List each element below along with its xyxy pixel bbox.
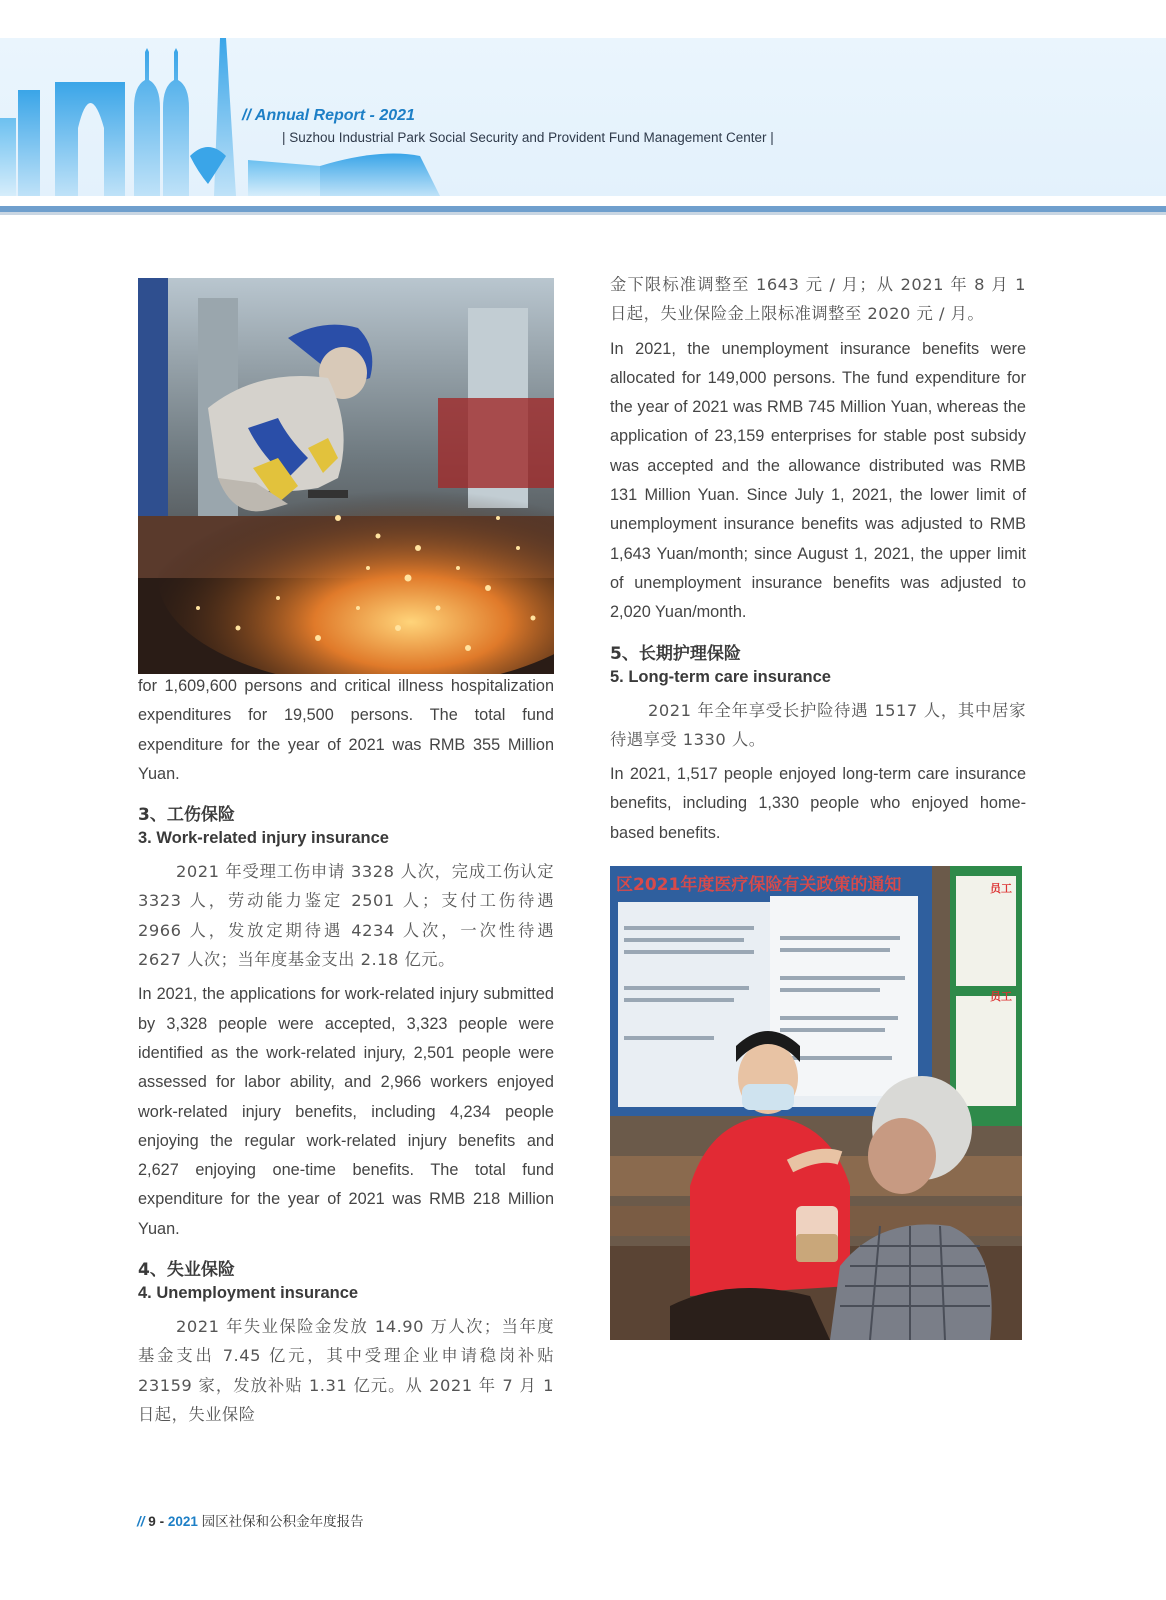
- page-header: [0, 38, 1166, 196]
- page-number: 9: [148, 1514, 156, 1529]
- section-4-heading-en: 4. Unemployment insurance: [138, 1284, 359, 1303]
- section-5-paragraph-en: In 2021, 1,517 people enjoyed long-term care insurance benefits, including 1,330 people who enjoyed home-based benefits.: [610, 765, 1026, 842]
- section-4-heading-zh: 4、失业保险: [138, 1260, 235, 1281]
- section-4-paragraph-zh-continued: 金下限标准调整至 1643 元 / 月；从 2021 年 8 月 1 日起，失业保险金上限标准调整至 2020 元 / 月。: [610, 275, 1026, 324]
- title-slashes: //: [242, 107, 251, 124]
- section-3-paragraph-en: In 2021, the applications for work-related injury submitted by 3,328 people were accepted, 3,323 people were identified as the work-related injury, 2,501 people were assessed for labor ability, and 2,966 workers enjoyed work-related injury benefits, including 4,234 people enjoying the regular work-related injury benefits and 2,627 enjoying one-time benefits. The total fund expenditure for the year of 2021 was RMB 218 Million Yuan.: [138, 985, 554, 1238]
- header-rule-shadow: [0, 212, 1166, 215]
- section-3-heading-zh: 3、工伤保险: [138, 805, 235, 826]
- section-5-paragraph-zh: 2021 年全年享受长护险待遇 1517 人，其中居家待遇享受 1330 人。: [610, 700, 1026, 749]
- footer-slashes: //: [137, 1514, 145, 1529]
- section-4-paragraph-zh: 2021 年失业保险金发放 14.90 万人次；当年度基金支出 7.45 亿元，其中受理企业申请稳岗补贴 23159 家，发放补贴 1.31 亿元。从 2021 年 7 月 1 日起，失业保险: [138, 1317, 554, 1424]
- title-text: Annual Report - 2021: [254, 107, 415, 124]
- footer-dash: -: [159, 1514, 165, 1529]
- section-4-paragraph-en: In 2021, the unemployment insurance benefits were allocated for 149,000 persons. The fund expenditure for the year of 2021 was RMB 745 Million Yuan, whereas the application of 23,159 enterprises for stable post subsidy was accepted and the allowance distributed was RMB 131 Million Yuan. Since July 1, 2021, the lower limit of unemployment insurance benefits was adjusted to RMB 1,643 Yuan/month; since August 1, 2021, the upper limit of unemployment insurance benefits was adjusted to 2,020 Yuan/month.: [610, 339, 1026, 622]
- side-sign-1: 员工: [990, 882, 1012, 895]
- section-5-heading-zh: 5、长期护理保险: [610, 643, 741, 664]
- welder-illustration: [138, 278, 554, 674]
- footer-year: 2021: [167, 1514, 198, 1529]
- board-title: 区2021年度医疗保险有关政策的通知: [616, 875, 902, 895]
- right-column: [610, 270, 1026, 854]
- footer-report-title: 园区社保和公积金年度报告: [201, 1514, 364, 1530]
- section-3-paragraph-zh: 2021 年受理工伤申请 3328 人次，完成工伤认定 3323 人，劳动能力鉴定 2501 人；支付工伤待遇 2966 人，发放定期待遇 4234 人次，一次性待遇 2627 人次；当年度基金支出 2.18 亿元。: [138, 862, 554, 970]
- left-column: [138, 672, 554, 1435]
- section-3-heading-en: 3. Work-related injury insurance: [138, 829, 389, 848]
- photo-caregiver-feeding: [610, 866, 1022, 1340]
- photo-welder-sparks: [138, 278, 554, 674]
- section-5-heading-en: 5. Long-term care insurance: [610, 667, 831, 686]
- report-subtitle: | Suzhou Industrial Park Social Security and Provident Fund Management Center |: [282, 130, 774, 145]
- side-sign-2: 员工: [990, 990, 1012, 1003]
- caregiver-illustration: [610, 866, 1022, 1340]
- report-title: [242, 107, 415, 125]
- paragraph-medical-continuation: for 1,609,600 persons and critical illness hospitalization expenditures for 19,500 persons. The total fund expenditure for the year of 2021 was RMB 355 Million Yuan.: [138, 677, 554, 783]
- page-footer: [137, 1510, 364, 1530]
